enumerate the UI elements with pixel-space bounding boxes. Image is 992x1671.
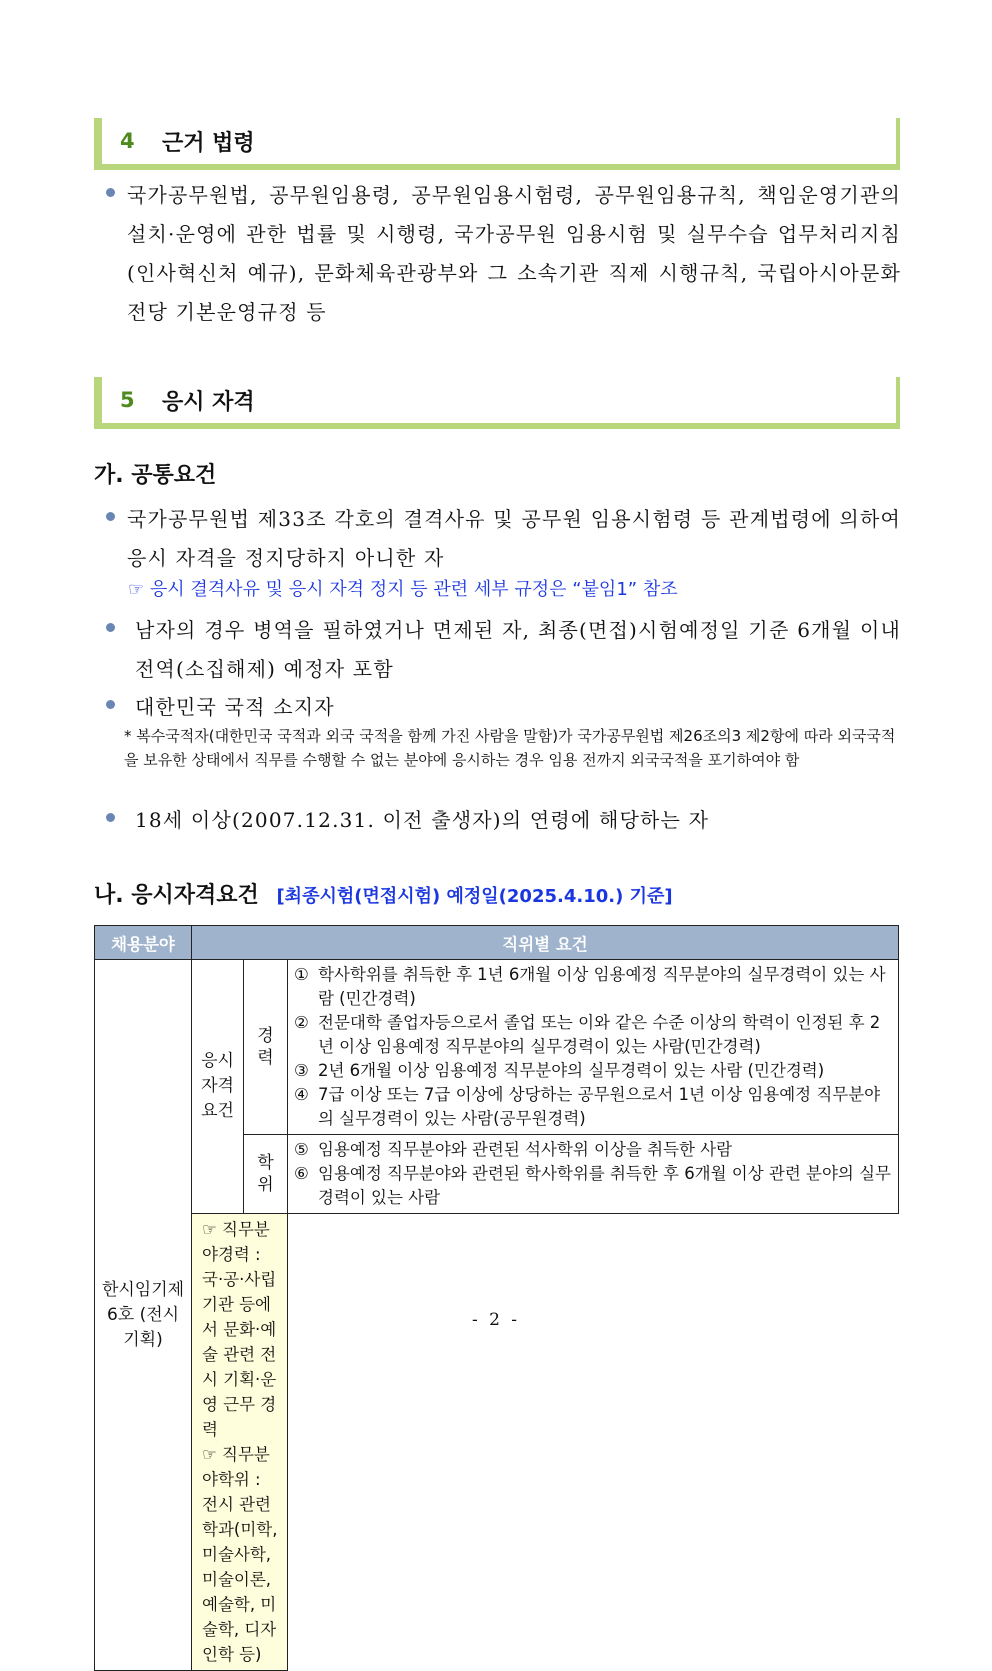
career-items [288,960,899,1135]
requirements-table [94,925,899,1671]
bullet-text: 국가공무원법 제33조 각호의 결격사유 및 공무원 임용시험령 등 관계법령에 의하여 응시 자격을 정지당하지 아니한 자 [127,507,901,570]
section-title: 응시 자격 [162,389,255,415]
field-cell: 한시임기제 6호 (전시기획) [95,960,192,1671]
req-label-cell: 응시 자격 요건 [192,960,244,1214]
note-cell [192,1214,288,1671]
degree-items [288,1135,899,1214]
bullet-text: 국가공무원법, 공무원임용령, 공무원임용시험령, 공무원임용규칙, 책임운영기관의 설치·운영에 관한 법률 및 시행령, 국가공무원 임용시험 및 실무수습 업무처리지침(인사혁신처 예규), 문화체육관광부와 그 소속기관 직제 시행규칙, 국립아시아문화전당 기본운영규정 등 [127,183,901,324]
note-degree: ☞ 직무분야학위 : 전시 관련 학과(미학, 미술사학, 미술이론, 예술학, 미술학, 디자인학 등) [202,1445,278,1664]
list-item [106,500,901,578]
item-marker: ④ [294,1085,309,1104]
reference-note: ☞ 응시 결격사유 및 응시 자격 정지 등 관련 세부 규정은 “붙임1” 참조 [128,579,678,600]
bullet-icon [106,188,115,197]
bullet-text: 대한민국 국적 소지자 [135,695,335,719]
section-number: 4 [120,129,135,153]
note-career: ☞ 직무분야경력 : 국·공·사립기관 등에서 문화·예술 관련 전시 기획·운영 근무 경력 [202,1220,277,1439]
table-header-row [95,926,899,960]
item-text: 전문대학 졸업자등으로서 졸업 또는 이와 같은 수준 이상의 학력이 인정된 후 2년 이상 임용예정 직무분야의 실무경력이 있는 사람(민간경력) [318,1013,881,1056]
list-item [294,1162,894,1210]
header-requirements: 직위별 요건 [192,926,899,960]
item-marker: ③ [294,1061,309,1080]
footnote: * 복수국적자(대한민국 국적과 외국 국적을 함께 가진 사람을 말함)가 국가공무원법 제26조의3 제2항에 따라 외국국적을 보유한 상태에서 직무를 수행할 수 없는 분야에 응시하는 경우 임용 전까지 외국국적을 포기하여야 함 [124,727,896,769]
section-title: 근거 법령 [162,130,255,156]
list-item [106,611,901,689]
degree-label: 학위 [244,1135,288,1214]
career-label: 경력 [244,960,288,1135]
subsection-title-text: 나. 응시자격요건 [94,883,259,908]
subsection-title [94,878,673,909]
section-4-header [94,118,900,170]
section-5-header [94,377,900,429]
item-text: 2년 6개월 이상 임용예정 직무분야의 실무경력이 있는 사람 (민간경력) [318,1061,825,1080]
item-marker: ① [294,965,309,984]
table-row [95,960,899,1135]
page-number: - 2 - [471,1310,521,1330]
subsection-title: 가. 공통요건 [94,463,217,488]
list-item [294,1059,894,1083]
item-marker: ⑤ [294,1140,309,1159]
bullet-icon [106,512,115,521]
list-item [294,1011,894,1059]
bullet-text: 남자의 경우 병역을 필하였거나 면제된 자, 최종(면접)시험예정일 기준 6개월 이내 전역(소집해제) 예정자 포함 [135,618,901,681]
section-number: 5 [120,388,135,412]
header-field: 채용분야 [95,926,192,960]
list-item [294,1138,894,1162]
list-item [294,1083,894,1131]
bullet-icon [106,700,115,709]
bullet-icon [106,813,115,822]
list-item [106,688,901,727]
item-marker: ② [294,1013,309,1032]
list-item [106,176,901,332]
list-item [294,963,894,1011]
bullet-icon [106,623,115,632]
item-text: 임용예정 직무분야와 관련된 석사학위 이상을 취득한 사람 [318,1140,733,1159]
table-row [95,1214,899,1671]
item-text: 학사학위를 취득한 후 1년 6개월 이상 임용예정 직무분야의 실무경력이 있는 사람 (민간경력) [318,965,886,1008]
item-text: 임용예정 직무분야와 관련된 학사학위를 취득한 후 6개월 이상 관련 분야의 실무경력이 있는 사람 [318,1164,891,1207]
item-text: 7급 이상 또는 7급 이상에 상당하는 공무원으로서 1년 이상 임용예정 직무분야의 실무경력이 있는 사람(공무원경력) [318,1085,881,1128]
list-item [106,801,901,840]
bullet-text: 18세 이상(2007.12.31. 이전 출생자)의 연령에 해당하는 자 [135,808,710,832]
item-marker: ⑥ [294,1164,309,1183]
date-basis-note: [최종시험(면접시험) 예정일(2025.4.10.) 기준] [276,886,673,907]
